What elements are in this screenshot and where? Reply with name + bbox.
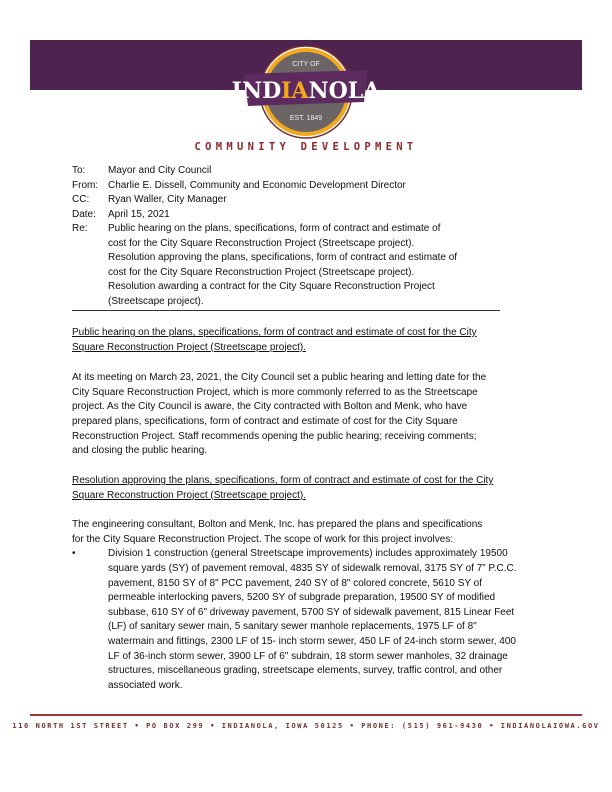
text-line: project. As the City Council is aware, the City contracted with Bolton and Menk, who have xyxy=(72,401,468,413)
section-body xyxy=(72,518,517,547)
memo-label: To: xyxy=(72,165,86,176)
memo-row xyxy=(72,222,457,309)
text-line: subbase, 610 SY of 6" driveway pavement, 5700 SY of sidewalk pavement, 815 Linear Feet xyxy=(108,606,515,618)
text-line: structures, miscellaneous grading, streetscape elements, survey, traffic control, and other xyxy=(108,665,503,677)
memo-row xyxy=(72,208,457,223)
section-heading xyxy=(72,326,486,355)
memo-row xyxy=(72,164,457,179)
text-line: Square Reconstruction Project (Streetscape project). xyxy=(72,341,306,353)
text-line: At its meeting on March 23, 2021, the City Council set a public hearing and letting date for the xyxy=(72,372,487,384)
text-line: permeable interlocking pavers, 5200 SY of subgrade preparation, 19500 SY of modified xyxy=(108,592,496,604)
text-line: Public hearing on the plans, specifications, form of contract and estimate of cost for the City xyxy=(72,327,477,338)
memo-value xyxy=(108,179,406,194)
memo-label: Date: xyxy=(72,208,96,220)
svg-text:EST. 1849: EST. 1849 xyxy=(289,115,323,122)
memo-label: CC: xyxy=(72,194,90,205)
svg-text:INDIANOLA: INDIANOLA xyxy=(231,78,381,104)
text-line: associated work. xyxy=(108,679,183,691)
memo-value xyxy=(108,164,211,179)
text-line: (LF) of sanitary sewer main, 5 sanitary sewer manhole replacements, 1975 LF of 8" xyxy=(108,621,477,633)
section-resolution-approving xyxy=(72,474,517,693)
text-line: pavement, 8150 SY of 8" PCC pavement, 240 SY of 8" colored concrete, 5610 SY of xyxy=(108,577,483,589)
text-line: Charlie E. Dissell, Community and Economic Development Director xyxy=(108,179,406,191)
text-line: Division 1 construction (general Streetscape improvements) includes approximately 19500 xyxy=(108,548,508,560)
text-line: (Streetscape project). xyxy=(108,295,204,307)
section-body xyxy=(72,371,486,459)
memo-header xyxy=(72,164,457,309)
text-line: square yards (SY) of pavement removal, 4835 SY of sidewalk removal, 3175 SY of 7” P.C.C. xyxy=(108,562,517,574)
memo-label: Re: xyxy=(72,223,88,234)
memo-label: From: xyxy=(72,179,99,191)
footer-address: 110 NORTH 1ST STREET • PO BOX 299 • INDIANOLA, IOWA 50125 • PHONE: (515) 961-9430 • INDIANOLAIOWA.GOV xyxy=(12,722,600,730)
text-line: The engineering consultant, Bolton and Menk, Inc. has prepared the plans and specifications xyxy=(72,519,483,531)
section-public-hearing xyxy=(72,326,486,459)
indianola-logo xyxy=(231,44,381,140)
memo-value xyxy=(108,222,457,309)
text-line: Square Reconstruction Project (Streetscape project). xyxy=(72,489,306,501)
text-line: for the City Square Reconstruction Project. The scope of work for this project involves: xyxy=(72,533,454,545)
text-line: Resolution awarding a contract for the City Square Reconstruction Project xyxy=(108,281,435,292)
text-line: April 15, 2021 xyxy=(108,208,170,220)
text-line: Ryan Waller, City Manager xyxy=(108,194,227,205)
section-heading xyxy=(72,474,517,503)
text-line: Resolution approving the plans, specifications, form of contract and estimate of cost for the City xyxy=(72,475,494,486)
svg-text:CITY OF: CITY OF xyxy=(292,61,320,68)
footer-divider xyxy=(30,714,582,716)
text-line: Resolution approving the plans, specifications, form of contract and estimate of xyxy=(108,252,458,263)
list-item xyxy=(72,547,517,693)
memo-row xyxy=(72,193,457,208)
bullet-icon: • xyxy=(72,548,76,560)
text-line: Public hearing on the plans, specifications, form of contract and estimate of xyxy=(108,223,441,234)
memo-value xyxy=(108,193,227,208)
text-line: LF of 36-inch storm sewer, 3900 LF of 6" subdrain, 18 storm sewer manholes, 32 drainage xyxy=(108,650,508,662)
memo-row xyxy=(72,179,457,194)
text-line: prepared plans, specifications, form of contract and estimate of cost for the City Square xyxy=(72,415,458,427)
department-title: COMMUNITY DEVELOPMENT xyxy=(194,141,418,153)
text-line: Mayor and City Council xyxy=(108,165,212,176)
memo-value xyxy=(108,208,170,223)
text-line: cost for the City Square Reconstruction Project (Streetscape project). xyxy=(108,237,415,249)
text-line: Reconstruction Project. Staff recommends opening the public hearing; receiving comments; xyxy=(72,430,477,442)
text-line: and closing the public hearing. xyxy=(72,445,208,457)
divider xyxy=(72,310,500,311)
text-line: cost for the City Square Reconstruction Project (Streetscape project). xyxy=(108,266,415,278)
text-line: City Square Reconstruction Project, which is more commonly referred to as the Streetscape xyxy=(72,386,478,398)
text-line: watermain and fittings, 2300 LF of 15- inch storm sewer, 450 LF of 24-inch storm sewer, 400 xyxy=(108,635,516,647)
